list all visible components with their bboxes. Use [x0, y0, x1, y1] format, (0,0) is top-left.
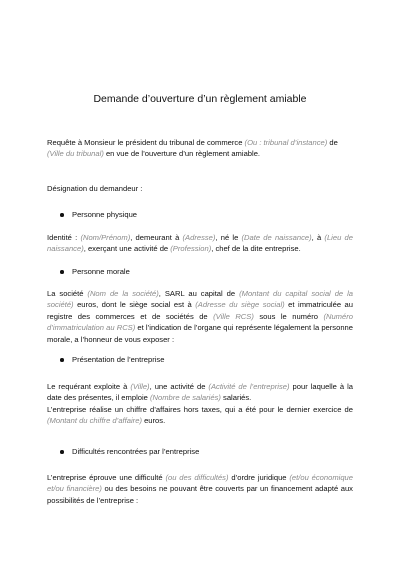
company-text-2: , SARL au capital de	[158, 289, 240, 298]
difficultes-text-1: L’entreprise éprouve une difficulté	[47, 473, 166, 482]
identity-paragraph	[47, 232, 353, 255]
bullet-dot	[60, 213, 64, 217]
request-text-3: en vue de l’ouverture d’un règlement amiable.	[103, 149, 261, 159]
bullet-label: Personne physique	[72, 210, 138, 219]
identity-text-4: , à	[311, 233, 325, 242]
company-text-6: et l’indication de l’organe qui représente légalement la personne morale, a l’honneur de vous exposer :	[47, 323, 353, 344]
identity-text-6: , chef de la dite entreprise.	[211, 244, 301, 254]
bullet-dot	[60, 450, 64, 454]
identity-placeholder-birth-place: (Lieu de naissance)	[47, 233, 353, 254]
company-text-4: et immatriculée au registre des commerces et de sociétés de	[47, 300, 353, 321]
company-placeholder-capital: (Montant du capital social de la société)	[47, 289, 354, 310]
company-placeholder-seat-address: (Adresse du siège social)	[195, 300, 285, 310]
identity-text-2: , demeurant à	[130, 233, 183, 242]
difficultes-paragraph	[47, 472, 353, 506]
presentation-placeholder-employees: (Nombre de salariés)	[150, 393, 221, 403]
company-text-1: La société	[47, 289, 88, 298]
request-text-2: de	[327, 138, 338, 147]
presentation-text-2: , une activité de	[149, 382, 209, 391]
company-placeholder-rcs-number: (Numéro d’immatriculation au RCS)	[47, 311, 353, 333]
presentation-placeholder-city: (Ville)	[130, 382, 150, 391]
request-text-1: Requête à Monsieur le président du tribunal de commerce	[47, 138, 245, 147]
bullet-label: Présentation de l’entreprise	[72, 355, 165, 364]
identity-placeholder-profession: (Profession)	[170, 244, 212, 254]
presentation-text-4: salariés.	[220, 393, 252, 403]
identity-text-1: Identité :	[47, 233, 81, 242]
identity-text-3: , né le	[215, 233, 242, 242]
company-text-3: euros, dont le siège social est à	[73, 300, 196, 310]
presentation-text-6: euros.	[141, 416, 166, 426]
identity-placeholder-birth-date: (Date de naissance)	[241, 233, 312, 242]
identity-placeholder-name: (Nom/Prénom)	[80, 233, 131, 242]
identity-placeholder-address: (Adresse)	[182, 233, 216, 242]
presentation-placeholder-activity: (Activité de l’entreprise)	[208, 382, 290, 391]
difficultes-text-2: d’ordre juridique	[228, 473, 290, 482]
request-placeholder-court-type: (Ou : tribunal d’instance)	[244, 138, 328, 147]
document-title: Demande d’ouverture d’un règlement amiable	[93, 93, 307, 105]
difficultes-placeholder-nature: (et/ou économique et/ou financière)	[47, 473, 354, 494]
difficultes-placeholder-plural: (ou des difficultés)	[165, 473, 229, 482]
designation-heading: Désignation du demandeur :	[47, 184, 143, 193]
presentation-text-1: Le requérant exploite à	[47, 382, 131, 391]
identity-text-5: , exerçant une activité de	[83, 244, 171, 254]
request-placeholder-court-city: (Ville du tribunal)	[47, 149, 104, 159]
company-placeholder-name: (Nom de la société)	[87, 289, 159, 298]
bullet-label: Difficultés rencontrées par l’entreprise	[72, 447, 200, 456]
presentation-text-5: L’entreprise réalise un chiffre d’affaires hors taxes, qui a été pour le dernier exercice de	[47, 404, 353, 414]
company-paragraph	[47, 288, 353, 345]
difficultes-text-3: ou des besoins ne pouvant être couverts par un financement adapté aux possibilités de l’entreprise :	[47, 484, 353, 505]
company-placeholder-rcs-city: (Ville RCS)	[213, 311, 254, 321]
presentation-text-3: pour laquelle à la date des présentes, il emploie	[47, 382, 353, 403]
company-text-5: sous le numéro	[253, 311, 324, 321]
bullet-dot	[60, 358, 64, 362]
bullet-dot	[60, 270, 64, 274]
presentation-placeholder-turnover: (Montant du chiffre d’affaire)	[47, 416, 142, 426]
request-paragraph	[47, 137, 353, 160]
bullet-label: Personne morale	[72, 267, 130, 276]
presentation-paragraph	[47, 381, 353, 427]
